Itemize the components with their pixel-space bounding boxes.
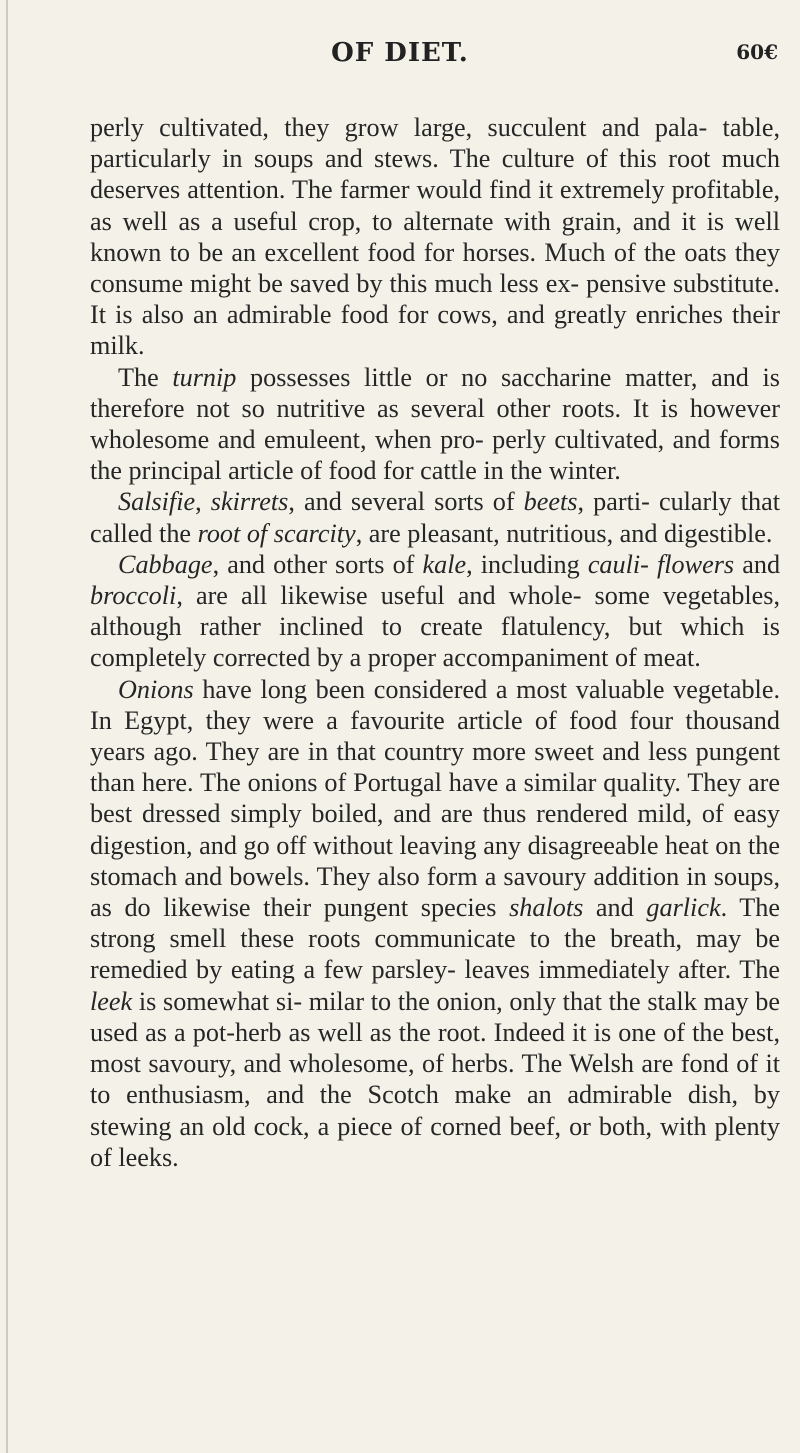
text-run: The xyxy=(118,362,173,392)
italic-term: skirrets xyxy=(210,487,289,517)
text-run: , parti- cularly that called the xyxy=(90,487,781,548)
italic-term: cauli- flowers xyxy=(587,549,735,579)
running-head xyxy=(0,38,800,78)
text-run: is somewhat si- milar to the onion, only that the stalk may be used as a pot-herb as well as the root. Indeed it is one of the best, most savoury, and wholesome, of herbs. The Welsh are fond of it to enthusiasm, and the Scotch make an admirable dish, by stewing an old cock, a piece of corned beef, or both, with plenty of leeks. xyxy=(90,986,780,1172)
italic-term: kale xyxy=(422,549,467,579)
text-run: and xyxy=(734,549,781,579)
text-run: , xyxy=(195,487,211,517)
gutter-edge xyxy=(6,0,8,1453)
italic-term: leek xyxy=(90,986,133,1016)
page-number: 60€ xyxy=(736,40,778,64)
italic-term: root of scarcity xyxy=(197,518,356,548)
text-run: , and other sorts of xyxy=(212,549,423,579)
italic-term: Salsifie xyxy=(118,487,196,517)
italic-term: broccoli xyxy=(90,581,177,611)
text-run: and xyxy=(583,893,647,923)
paragraph xyxy=(90,674,780,1173)
running-title: OF DIET. xyxy=(331,38,469,68)
text-run: , including xyxy=(466,549,588,579)
text-run: perly cultivated, they grow large, succulent and pala- table, particularly in soups and stews. The culture of this root much deserves attention. The farmer would find it extremely profitable, as well as a useful crop, to alternate with grain, and it is well known to be an excellent food for horses. Much of the oats they consume might be saved by this much less ex- pensive substitute. It is also an admirable food for cows, and greatly enriches their milk. xyxy=(90,113,780,361)
text-run: have long been considered a most valuable vegetable. In Egypt, they were a favourite article of food four thousand years ago. They are in that country more sweet and less pungent than here. The onions of Portugal have a similar quality. They are best dressed simply boiled, and are thus rendered mild, of easy digestion, and go off without leaving any disagreeable heat on the stomach and bowels. They also form a savoury addition in soups, as do likewise their pungent species xyxy=(90,674,780,923)
text-run: , are all likewise useful and whole- some vegetables, although rather inclined to create flatulency, but which is completely corrected by a proper accompaniment of meat. xyxy=(90,581,780,673)
text-run: , are pleasant, nutritious, and digestible. xyxy=(355,518,773,548)
paragraph xyxy=(90,549,780,674)
text-run: . The strong smell these roots communicate to the breath, may be remedied by eating a few parsley- leaves immediately after. The xyxy=(90,893,781,985)
italic-term: beets xyxy=(523,487,578,517)
italic-term: Onions xyxy=(118,674,194,704)
body-text xyxy=(90,112,780,1173)
paragraph xyxy=(90,486,780,548)
text-run: possesses little or no saccharine matter, and is therefore not so nutritive as several other roots. It is however wholesome and emuleent, when pro- perly cultivated, and forms the principal article of food for cattle in the winter. xyxy=(90,362,780,486)
italic-term: garlick xyxy=(646,893,721,923)
italic-term: shalots xyxy=(509,893,584,923)
italic-term: turnip xyxy=(172,362,237,392)
text-run: , and several sorts of xyxy=(288,487,524,517)
italic-term: Cabbage xyxy=(118,549,213,579)
paragraph xyxy=(90,362,780,487)
paragraph xyxy=(90,112,780,362)
